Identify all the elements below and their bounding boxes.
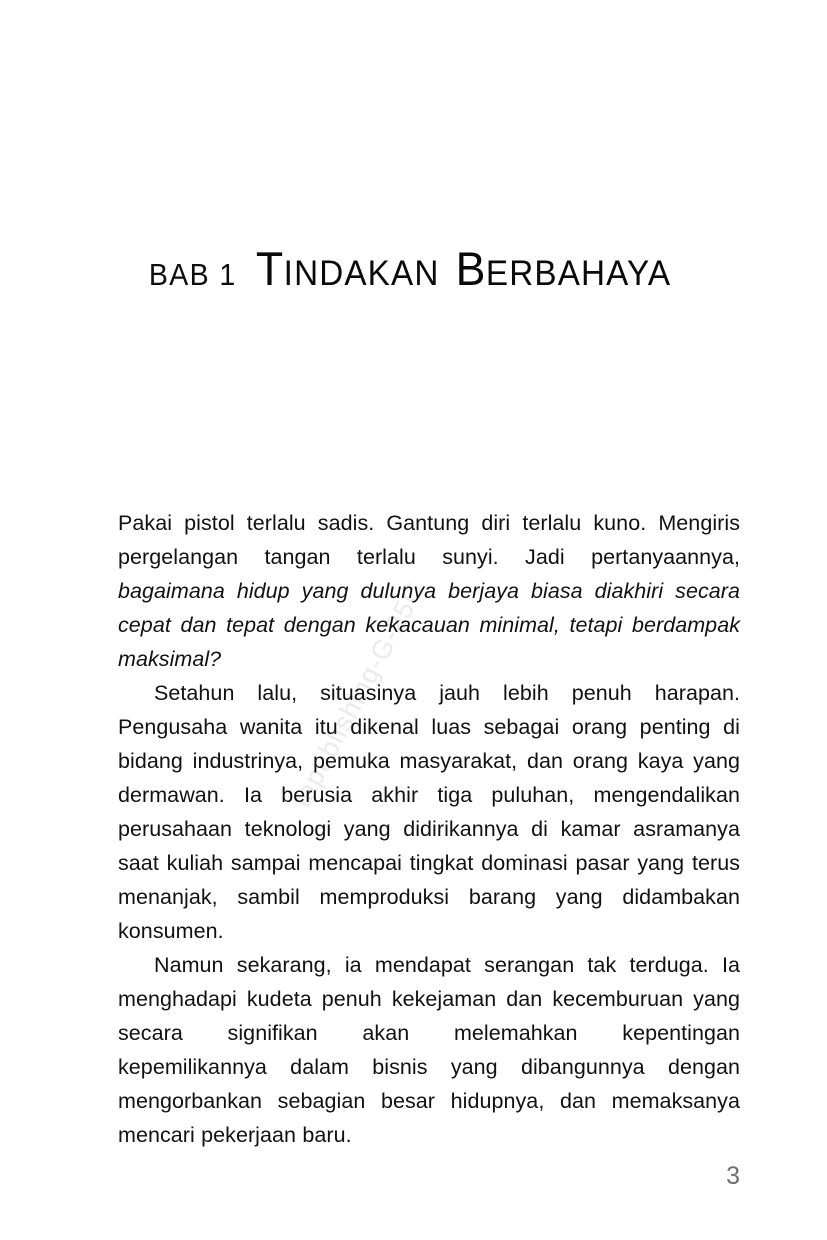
paragraph-run-italic: bagaimana hidup yang dulunya berjaya biasa diakhiri secara cepat dan tepat dengan kekacauan minimal, tetapi berdampak maksimal? [118, 579, 740, 671]
chapter-title-word1-rest: INDAKAN [283, 254, 440, 293]
chapter-heading [0, 224, 827, 295]
paragraph [118, 676, 740, 948]
paragraph-run: Namun sekarang, ia mendapat serangan tak terduga. Ia menghadapi kudeta penuh kekejaman dan kecemburuan yang secara signifikan akan melemahkan kepentingan kepemilikannya dalam bisnis yang dibangunnya dengan mengorbankan sebagian besar hidupnya, dan memaksanya mencari pekerjaan baru. [118, 953, 740, 1147]
paragraph-run: Pakai pistol terlalu sadis. Gantung diri terlalu kuno. Mengiris pergelangan tangan terlalu sunyi. Jadi pertanyaannya, [118, 511, 740, 569]
chapter-number: BAB 1 [148, 257, 237, 292]
chapter-title-word2-initial: B [455, 242, 486, 295]
page-number: 3 [726, 1162, 740, 1190]
watermark-text: tapublishing-G-25C [286, 576, 431, 813]
chapter-title-word1-initial: T [255, 242, 284, 295]
paragraph-run: Setahun lalu, situasinya jauh lebih penuh harapan. Pengusaha wanita itu dikenal luas sebagai orang penting di bidang industrinya, pemuka masyarakat, dan orang kaya yang dermawan. Ia berusia akhir tiga puluhan, mengendalikan perusahaan teknologi yang didirikannya di kamar asramanya saat kuliah sampai mencapai tingkat dominasi pasar yang terus menanjak, sambil memproduksi barang yang didambakan konsumen. [118, 681, 740, 943]
body-text-block [118, 506, 740, 1152]
chapter-title-word2-rest: ERBAHAYA [485, 254, 672, 293]
chapter-title [255, 242, 672, 295]
paragraph [118, 506, 740, 676]
paragraph [118, 948, 740, 1152]
